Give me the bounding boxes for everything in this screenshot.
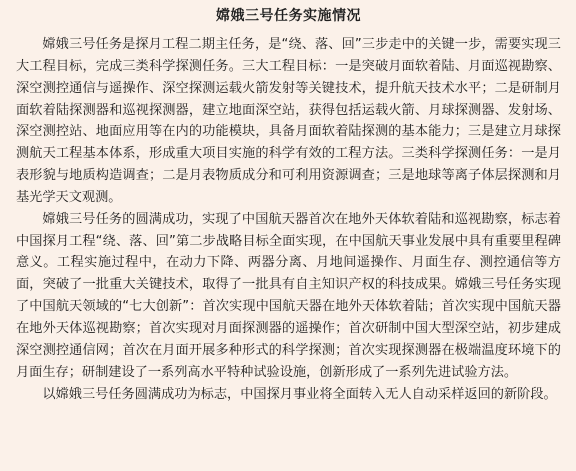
paragraph-new-stage: 以嫦娥三号任务圆满成功为标志，中国探月事业将全面转入无人自动采样返回的新阶段。 xyxy=(42,386,557,402)
paragraph-mission-success: 嫦娥三号任务的圆满成功，实现了中国航天器首次在地外天体软着陆和巡视勘察，标志着中国探月工程“绕、落、回”第二步战略目标全面实现，在中国航天事业发展中具有重要里程碑意义。工程实施过程中，在动力下降、两器分离、月地间遥操作、月面生存、测控通信等方面，突破了一批重大关键技术，取得了一批具有自主知识产权的科技成果。嫦娥三号任务实现了中国航天领域的“七大创新”：首次实现中国航天器在地外天体软着陆；首次实现中国航天器在地外天体巡视勘察；首次实现对月面探测器的遥操作；首次研制中国大型深空站，初步建成深空测控通信网；首次在月面开展多种形式的科学探测；首次实现探测器在极端温度环境下的月面生存；研制建设了一系列高水平特种试验设施，创新形成了一系列先进试验方法。 xyxy=(16,211,561,380)
document-title: 嫦娥三号任务实施情况 xyxy=(216,8,361,24)
paragraph-mission-overview: 嫦娥三号任务是探月工程二期主任务，是“绕、落、回”三步走中的关键一步，需要实现三大工程目标，完成三类科学探测任务。三大工程目标：一是突破月面软着陆、月面巡视勘察、深空测控通信与遥操作、深空探测运载火箭发射等关键技术，提升航天技术水平；二是研制月面软着陆探测器和巡视探测器，建立地面深空站，获得包括运载火箭、月球探测器、发射场、深空测控站、地面应用等在内的功能模块，具备月面软着陆探测的基本能力；三是建立月球探测航天工程基本体系，形成重大项目实施的科学有效的工程方法。三类科学探测任务：一是月表形貌与地质构造调查；二是月表物质成分和可利用资源调查；三是地球等离子体层探测和月基光学天文观测。 xyxy=(16,37,561,205)
